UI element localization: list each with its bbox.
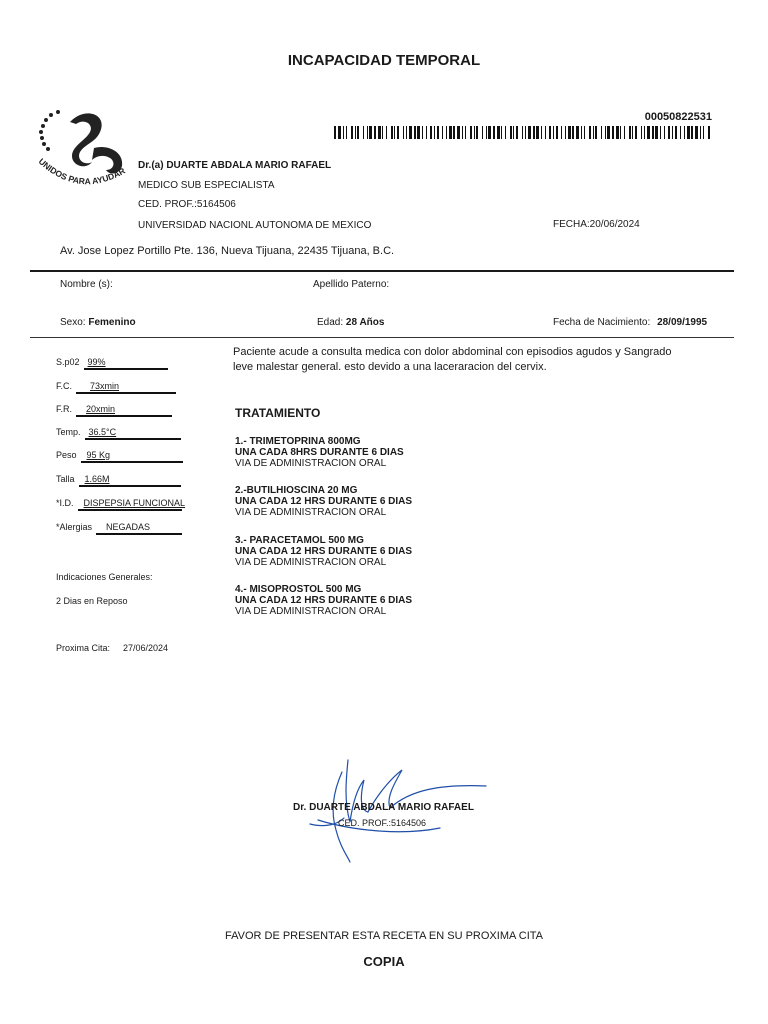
vital-fc: F.C. 73xmin	[56, 381, 176, 394]
proxima-cita-label: Proxima Cita:	[56, 643, 111, 653]
treatment-drug: 3.- PARACETAMOL 500 MG	[235, 535, 364, 546]
nombre-label: Nombre (s):	[60, 279, 113, 290]
treatment-dose: UNA CADA 12 HRS DURANTE 6 DIAS	[235, 496, 413, 507]
doctor-cedula: CED. PROF.:5164506	[138, 199, 236, 210]
treatment-drug: 4.- MISOPROSTOL 500 MG	[235, 584, 362, 595]
indicaciones-label: Indicaciones Generales:	[56, 572, 153, 582]
issue-date: FECHA:20/06/2024	[553, 219, 640, 230]
folio-number: 00050822531	[644, 111, 712, 123]
header-divider	[30, 270, 734, 272]
doctor-name: Dr.(a) DUARTE ABDALA MARIO RAFAEL	[138, 160, 332, 171]
treatment-route: VIA DE ADMINISTRACION ORAL	[235, 507, 387, 518]
vital-fr: F.R. 20xmin	[56, 404, 172, 417]
treatment-route: VIA DE ADMINISTRACION ORAL	[235, 606, 387, 617]
unidos-para-ayudar-logo	[30, 100, 140, 205]
signature-cedula: CED. PROF.:5164506	[338, 818, 427, 828]
treatment-drug: 2.-BUTILHIOSCINA 20 MG	[235, 485, 358, 496]
treatment-route: VIA DE ADMINISTRACION ORAL	[235, 458, 387, 469]
treatment-heading: TRATAMIENTO	[235, 406, 321, 420]
vital-temp: Temp. 36.5°C	[56, 427, 181, 440]
edad-field	[317, 317, 384, 328]
clinic-address: Av. Jose Lopez Portillo Pte. 136, Nueva Tijuana, 22435 Tijuana, B.C.	[60, 245, 395, 257]
sexo-value: Femenino	[88, 317, 136, 328]
edad-label: Edad:	[317, 317, 344, 328]
treatment-item	[235, 535, 412, 568]
edad-value: 28 Años	[345, 317, 385, 328]
sexo-label: Sexo:	[60, 317, 86, 328]
nacimiento-value: 28/09/1995	[657, 317, 708, 328]
treatment-route: VIA DE ADMINISTRACION ORAL	[235, 557, 387, 568]
doctor-university: UNIVERSIDAD NACIONL AUTONOMA DE MEXICO	[138, 220, 372, 231]
doctor-specialty: MEDICO SUB ESPECIALISTA	[138, 180, 275, 191]
indicaciones-value: 2 Dias en Reposo	[56, 596, 128, 606]
treatment-dose: UNA CADA 8HRS DURANTE 6 DIAS	[235, 447, 404, 458]
vital-talla: Talla 1.66M	[56, 474, 181, 487]
proxima-cita-value: 27/06/2024	[123, 643, 169, 653]
vital-spo2: S.p02 99%	[56, 357, 168, 370]
copy-label: COPIA	[363, 954, 405, 969]
treatment-item	[235, 584, 412, 617]
svg-text:UNIDOS PARA AYUDAR: UNIDOS PARA AYUDAR	[36, 156, 127, 187]
nacimiento-field	[553, 317, 707, 328]
sexo-field	[60, 317, 136, 328]
footer-notice: FAVOR DE PRESENTAR ESTA RECETA EN SU PROXIMA CITA	[224, 930, 544, 942]
clinical-note: Paciente acude a consulta medica con dolor abdominal con episodios agudos y Sangrado leve malestar general. esto devido a una laceraracion del cervix.	[233, 346, 672, 373]
signature-name: Dr. DUARTE ABDALA MARIO RAFAEL	[293, 802, 474, 813]
document-title: INCAPACIDAD TEMPORAL	[287, 52, 481, 69]
treatment-dose: UNA CADA 12 HRS DURANTE 6 DIAS	[235, 595, 413, 606]
vital-alergias: *Alergias NEGADAS	[56, 522, 182, 535]
treatment-drug: 1.- TRIMETOPRINA 800MG	[235, 436, 361, 447]
treatment-dose: UNA CADA 12 HRS DURANTE 6 DIAS	[235, 546, 413, 557]
barcode	[334, 126, 711, 139]
patient-divider	[30, 337, 734, 338]
vital-id: *I.D. DISPEPSIA FUNCIONAL	[56, 498, 182, 511]
nacimiento-label: Fecha de Nacimiento:	[553, 317, 651, 328]
treatment-item	[235, 436, 404, 469]
vital-peso: Peso 95 Kg	[56, 450, 183, 463]
apellido-label: Apellido Paterno:	[313, 279, 390, 290]
treatment-item	[235, 485, 412, 518]
